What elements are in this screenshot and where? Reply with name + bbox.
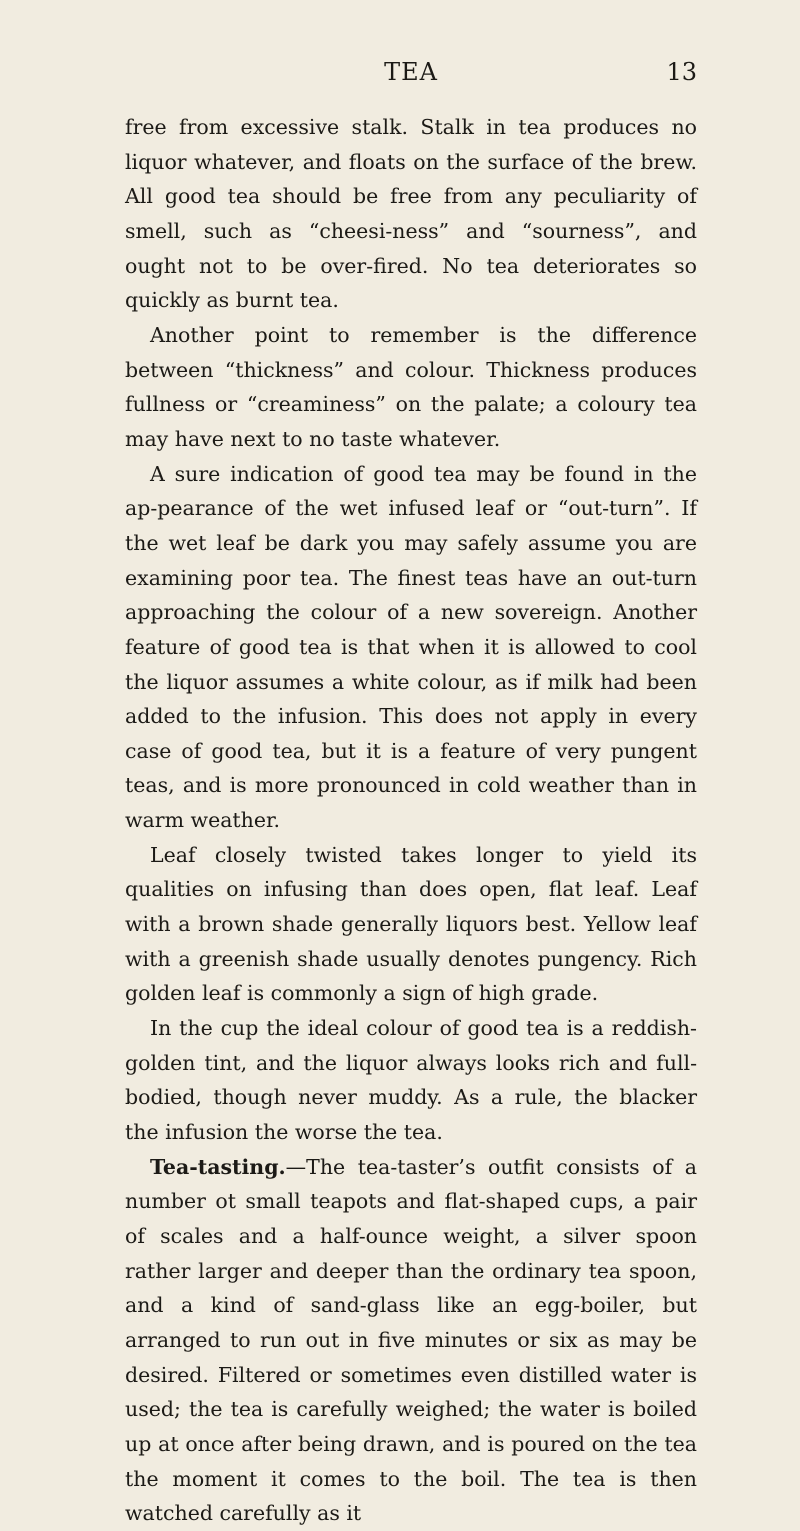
paragraph-6 [125,1150,697,1531]
paragraph-text: A sure indication of good tea may be found in the ap-pearance of the wet infused leaf or “out-turn”. If the wet leaf be dark you may safely assume you are examining poor tea. The finest teas have an out-turn approaching the colour of a new sovereign. Another feature of good tea is that when it is allowed to cool the liquor assumes a white colour, as if milk had been added to the infusion. This does not apply in every case of good tea, but it is a feature of very pungent teas, and is more pronounced in cold weather than in warm weather. [125,461,697,833]
paragraph-text: In the cup the ideal colour of good tea is a reddish-golden tint, and the liquor always looks rich and full-bodied, though never muddy. As a rule, the blacker the infusion the worse the tea. [125,1016,697,1145]
page-number: 13 [666,58,697,86]
page-header [125,58,697,92]
body-text [125,110,697,1531]
paragraph-5 [125,1011,697,1150]
paragraph-text: free from excessive stalk. Stalk in tea produces no liquor whatever, and floats on the surface of the brew. All good tea should be free from any peculiarity of smell, such as “cheesi-ness” and “sourness”, and ought not to be over-fired. No tea deteriorates so quickly as burnt tea. [125,115,697,313]
paragraph-3 [125,457,697,838]
paragraph-text: Leaf closely twisted takes longer to yield its qualities on infusing than does open, flat leaf. Leaf with a brown shade generally liquors best. Yellow leaf with a greenish shade usually denotes pungency. Rich golden leaf is commonly a sign of high grade. [125,842,697,1006]
paragraph-1 [125,110,697,318]
paragraph-2 [125,318,697,457]
section-heading: Tea-tasting. [150,1154,286,1179]
paragraph-text: —The tea-taster’s outfit consists of a number ot small teapots and flat-shaped cups, a pair of scales and a half-ounce weight, a silver spoon rather larger and deeper than the ordinary tea spoon, and a kind of sand-glass like an egg-boiler, but arranged to run out in five minutes or six as may be desired. Filtered or sometimes even distilled water is used; the tea is carefully weighed; the water is boiled up at once after being drawn, and is poured on the tea the moment it comes to the boil. The tea is then watched carefully as it [125,1154,697,1526]
paragraph-text: Another point to remember is the difference between “thickness” and colour. Thickness produces fullness or “creaminess” on the palate; a coloury tea may have next to no taste whatever. [125,322,697,451]
running-title: TEA [384,58,438,86]
paragraph-4 [125,838,697,1011]
